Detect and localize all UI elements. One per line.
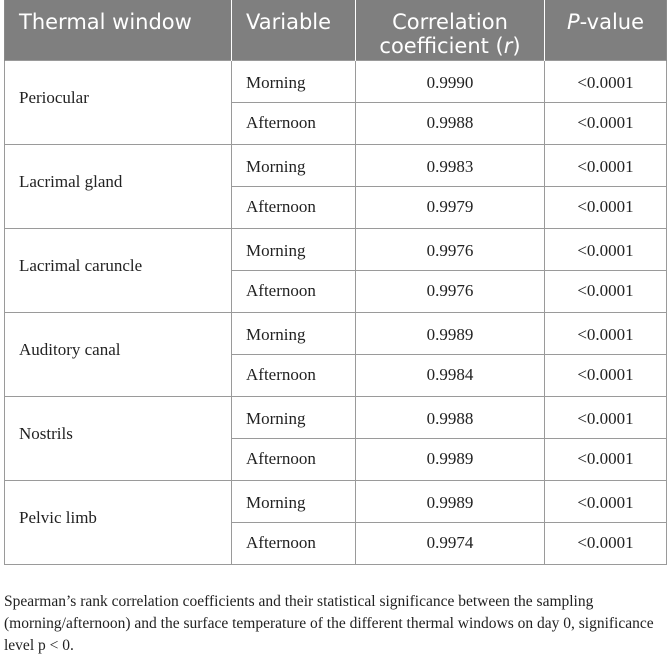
header-correlation — [356, 0, 545, 60]
header-p-value — [545, 0, 667, 60]
table-row — [5, 144, 667, 186]
table-row — [5, 480, 667, 522]
table-row — [5, 312, 667, 354]
thermal-window-cell: Lacrimal caruncle — [5, 228, 232, 312]
p-value-cell: <0.0001 — [545, 354, 667, 396]
thermal-window-cell: Lacrimal gland — [5, 144, 232, 228]
p-value-cell: <0.0001 — [545, 60, 667, 102]
p-value-cell: <0.0001 — [545, 102, 667, 144]
header-correlation-symbol: r — [503, 34, 513, 58]
variable-cell: Morning — [232, 312, 356, 354]
p-value-cell: <0.0001 — [545, 144, 667, 186]
variable-cell: Morning — [232, 144, 356, 186]
header-variable — [232, 0, 356, 60]
thermal-window-cell: Pelvic limb — [5, 480, 232, 564]
header-row — [5, 0, 667, 60]
correlation-table — [4, 0, 667, 565]
variable-cell: Afternoon — [232, 522, 356, 564]
p-value-cell: <0.0001 — [545, 396, 667, 438]
thermal-window-cell: Periocular — [5, 60, 232, 144]
variable-cell: Afternoon — [232, 438, 356, 480]
table-footnote: Spearman’s rank correlation coefficients and their statistical significance between the sampling (morning/afternoon) and the surface temperature of the different thermal windows on day 0, significance level p < 0. — [4, 593, 654, 654]
correlation-cell: 0.9976 — [356, 270, 545, 312]
table-body — [5, 60, 667, 564]
header-correlation-line1: Correlation — [392, 10, 508, 34]
correlation-cell: 0.9989 — [356, 312, 545, 354]
p-value-cell: <0.0001 — [545, 312, 667, 354]
table-row — [5, 396, 667, 438]
results-table-container — [4, 0, 666, 565]
variable-cell: Morning — [232, 60, 356, 102]
variable-cell: Afternoon — [232, 270, 356, 312]
variable-cell: Afternoon — [232, 186, 356, 228]
variable-cell: Morning — [232, 480, 356, 522]
p-value-cell: <0.0001 — [545, 480, 667, 522]
header-p-symbol: P — [566, 10, 580, 34]
p-value-cell: <0.0001 — [545, 270, 667, 312]
thermal-window-cell: Auditory canal — [5, 312, 232, 396]
table-row — [5, 228, 667, 270]
correlation-cell: 0.9976 — [356, 228, 545, 270]
correlation-cell: 0.9990 — [356, 60, 545, 102]
correlation-cell: 0.9989 — [356, 438, 545, 480]
p-value-cell: <0.0001 — [545, 228, 667, 270]
correlation-cell: 0.9979 — [356, 186, 545, 228]
correlation-cell: 0.9983 — [356, 144, 545, 186]
variable-cell: Afternoon — [232, 102, 356, 144]
header-correlation-line2-prefix: coefficient ( — [379, 34, 504, 58]
p-value-cell: <0.0001 — [545, 186, 667, 228]
p-value-cell: <0.0001 — [545, 438, 667, 480]
header-p-suffix: -value — [579, 10, 645, 34]
correlation-cell: 0.9989 — [356, 480, 545, 522]
p-value-cell: <0.0001 — [545, 522, 667, 564]
correlation-cell: 0.9988 — [356, 396, 545, 438]
header-thermal-window — [5, 0, 232, 60]
correlation-cell: 0.9988 — [356, 102, 545, 144]
variable-cell: Afternoon — [232, 354, 356, 396]
correlation-cell: 0.9984 — [356, 354, 545, 396]
header-thermal-window-text: Thermal window — [19, 10, 192, 34]
table-row — [5, 60, 667, 102]
correlation-cell: 0.9974 — [356, 522, 545, 564]
thermal-window-cell: Nostrils — [5, 396, 232, 480]
variable-cell: Morning — [232, 228, 356, 270]
table-header — [5, 0, 667, 60]
variable-cell: Morning — [232, 396, 356, 438]
header-correlation-line2-suffix: ) — [512, 34, 521, 58]
header-variable-text: Variable — [246, 10, 332, 34]
